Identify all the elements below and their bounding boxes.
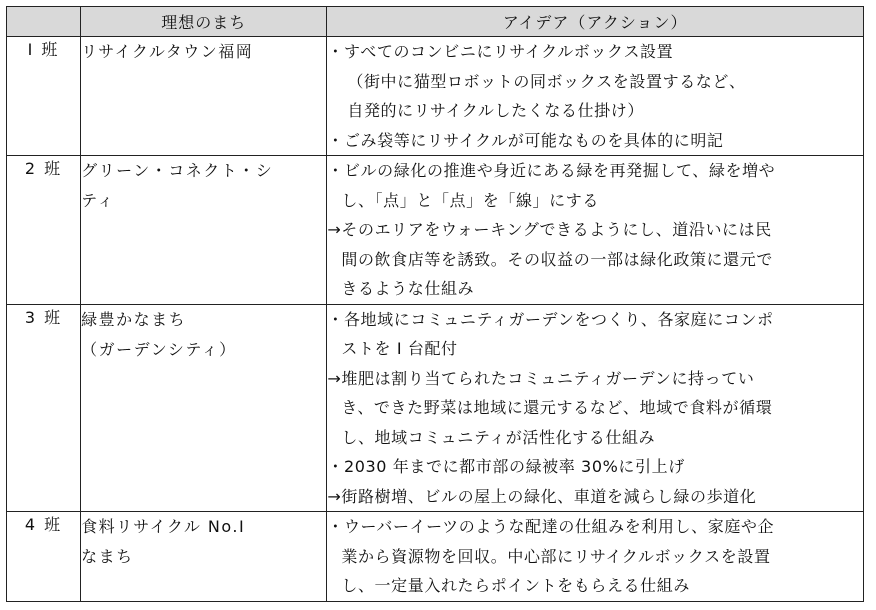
table-row (7, 37, 864, 156)
idea-line: →堆肥は割り当てられたコミュニティガーデンに持ってい (327, 368, 755, 388)
idea-line: ストを I 台配付 (341, 339, 458, 358)
idea-line: 業から資源物を回収。中心部にリサイクルボックスを設置 (341, 546, 771, 566)
header-ideal-town: 理想のまち (81, 7, 327, 37)
idea-line: き、できた野菜は地域に還元するなど、地域で食料が循環 (341, 398, 773, 417)
idea-line: ・ビルの緑化の推進や身近にある緑を再発掘して、緑を増や (327, 161, 776, 180)
ideal-town-line: ティ (81, 191, 115, 210)
table-row (7, 512, 864, 602)
idea-line: ・ごみ袋等にリサイクルが可能なものを具体的に明記 (327, 130, 724, 150)
table-header (7, 7, 864, 37)
ideal-town-line: 緑豊かなまち (81, 309, 187, 329)
team-cell: 4 班 (7, 512, 81, 602)
idea-line: 間の飲食店等を誘致。その収益の一部は緑化政策に還元で (341, 249, 773, 269)
idea-line: ・ウーバーイーツのような配達の仕組みを利用し、家庭や企 (327, 517, 775, 536)
header-row (7, 7, 864, 37)
table-body (7, 37, 864, 602)
ideas-table (6, 6, 864, 602)
idea-line: →街路樹増、ビルの屋上の緑化、車道を減らし緑の歩道化 (327, 486, 757, 506)
ideal-town-cell (81, 156, 327, 305)
header-team (7, 7, 81, 37)
idea-line: きるような仕組み (341, 279, 475, 298)
idea-cell (327, 37, 864, 156)
ideal-town-cell (81, 304, 327, 512)
ideal-town-line: （ガーデンシティ） (81, 339, 237, 359)
ideal-town-line: グリーン・コネクト・シ (81, 161, 274, 180)
idea-line: →そのエリアをウォーキングできるようにし、道沿いには民 (327, 220, 772, 239)
team-cell: I 班 (7, 37, 81, 156)
idea-line: ・各地域にコミュニティガーデンをつくり、各家庭にコンポ (327, 309, 774, 329)
ideal-town-line: 食料リサイクル No.I (81, 517, 246, 536)
idea-line: ・すべてのコンビニにリサイクルボックス設置 (327, 42, 674, 61)
ideal-town-cell (81, 512, 327, 602)
ideal-town-line: なまち (81, 547, 134, 566)
team-cell: 2 班 (7, 156, 81, 305)
idea-line: 自発的にリサイクルしたくなる仕掛け） (347, 101, 644, 120)
idea-line: し、一定量入れたらポイントをもらえる仕組み (341, 576, 690, 595)
idea-line: ・2030 年までに都市部の緑被率 30%に引上げ (327, 457, 685, 476)
ideal-town-cell (81, 37, 327, 156)
idea-cell (327, 304, 864, 512)
idea-line: し、地域コミュニティが活性化する仕組み (341, 427, 656, 447)
idea-line: し、「点」と「点」を「線」にする (341, 190, 599, 210)
team-cell: 3 班 (7, 304, 81, 512)
table-row (7, 304, 864, 512)
idea-cell (327, 512, 864, 602)
idea-cell (327, 156, 864, 305)
idea-line: （街中に猫型ロボットの同ボックスを設置するなど、 (347, 71, 746, 91)
header-idea-action: アイデア（アクション） (327, 7, 864, 37)
table-row (7, 156, 864, 305)
ideal-town-line: リサイクルタウン福岡 (81, 42, 254, 61)
